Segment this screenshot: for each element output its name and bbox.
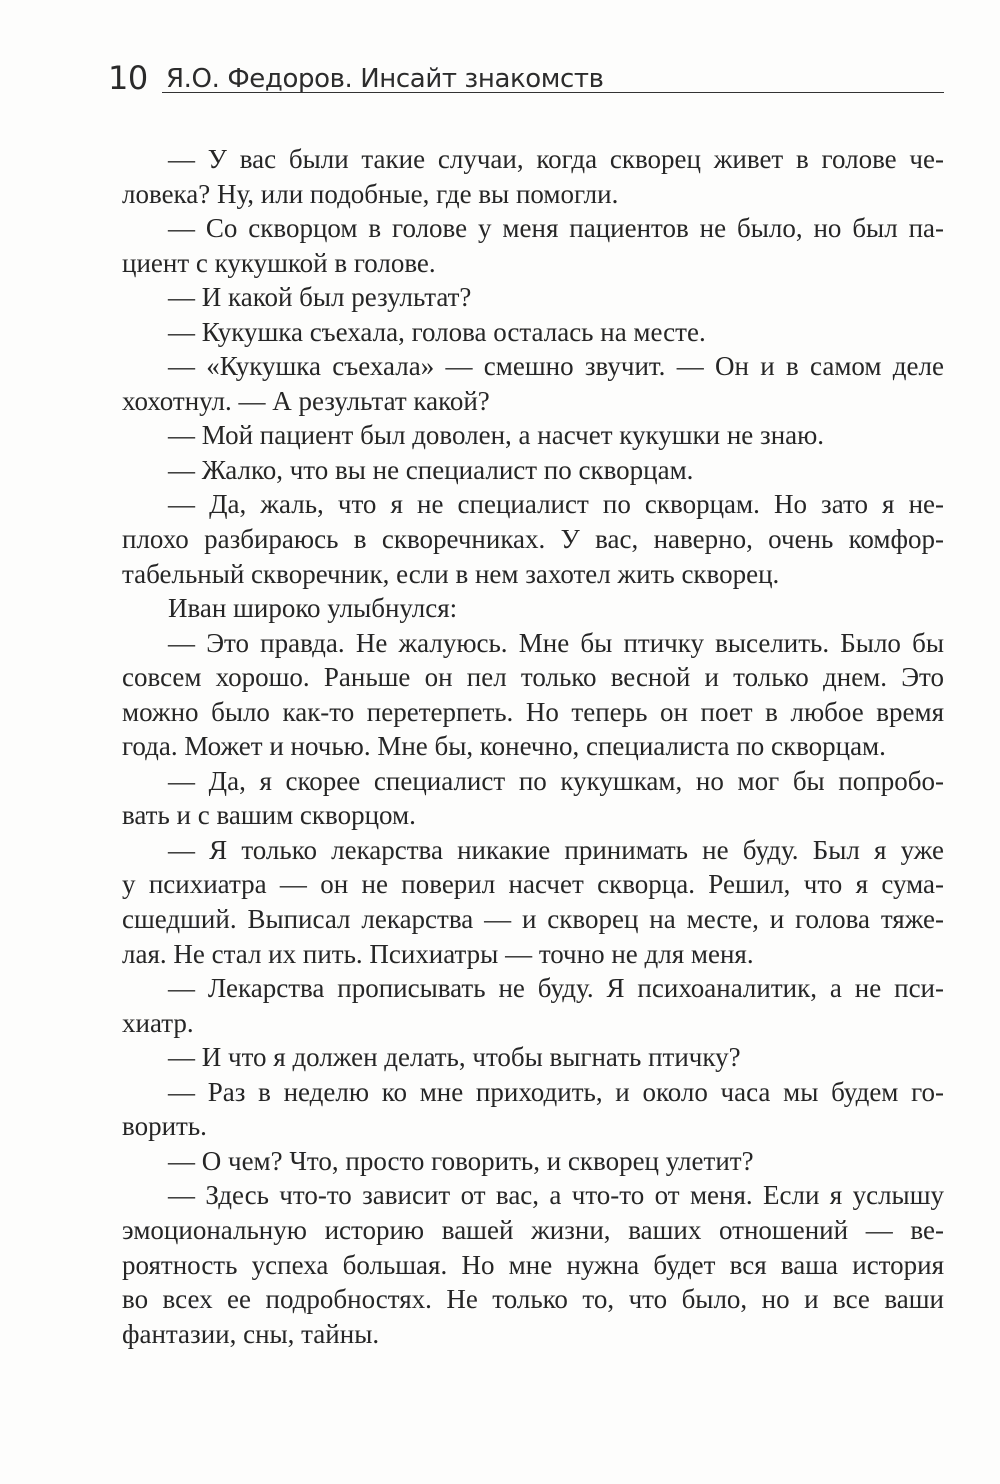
paragraph <box>122 418 944 453</box>
text-line: у психиатра — он не поверил насчет скворца. Решил, что я сума- <box>122 869 944 900</box>
page-number: 10 <box>108 59 148 97</box>
paragraph <box>122 349 944 418</box>
text-line: ловека? Ну, или подобные, где вы помогли. <box>122 178 619 209</box>
paragraph <box>122 971 944 1040</box>
text-line: во всех ее подробностях. Не только то, что было, но и все ваши <box>122 1284 944 1315</box>
paragraph <box>122 487 944 591</box>
text-line: табельный скворечник, если в нем захотел жить скворец. <box>122 558 780 589</box>
paragraph <box>122 142 944 211</box>
paragraph <box>122 211 944 280</box>
paragraph <box>122 764 944 833</box>
paragraph <box>122 626 944 764</box>
body-text <box>122 142 944 1351</box>
text-line: хиатр. <box>122 1007 194 1038</box>
text-line: — Здесь что-то зависит от вас, а что-то от меня. Если я услышу <box>168 1180 944 1211</box>
text-line: — У вас были такие случаи, когда скворец живет в голове че- <box>168 144 944 174</box>
text-line: — И что я должен делать, чтобы выгнать птичку? <box>168 1042 741 1073</box>
text-line: года. Может и ночью. Мне бы, конечно, специалиста по скворцам. <box>122 731 886 762</box>
text-line: — «Кукушка съехала» — смешно звучит. — Он и в самом деле <box>168 351 944 382</box>
text-line: — Жалко, что вы не специалист по скворцам. <box>168 454 694 485</box>
text-line: — Раз в неделю ко мне приходить, и около часа мы будем го- <box>168 1076 944 1107</box>
text-line: роятность успеха большая. Но мне нужна будет вся ваша история <box>122 1249 944 1280</box>
text-line: вать и с вашим скворцом. <box>122 800 416 831</box>
text-line: — Да, я скорее специалист по кукушкам, но мог бы попробо- <box>168 765 944 796</box>
paragraph <box>122 315 944 350</box>
text-line: — О чем? Что, просто говорить, и скворец улетит? <box>168 1145 754 1176</box>
text-line: Иван широко улыбнулся: <box>168 593 458 624</box>
paragraph <box>122 833 944 971</box>
paragraph <box>122 1040 944 1075</box>
text-line: хохотнул. — А результат какой? <box>122 385 490 416</box>
text-line: циент с кукушкой в голове. <box>122 247 436 278</box>
text-line: — Кукушка съехала, голова осталась на месте. <box>168 316 706 347</box>
text-line: — Со скворцом в голове у меня пациентов не было, но был па- <box>168 213 944 244</box>
paragraph <box>122 1178 944 1351</box>
text-line: — Я только лекарства никакие принимать не буду. Был я уже <box>168 834 944 865</box>
text-line: ворить. <box>122 1111 207 1142</box>
text-line: фантазии, сны, тайны. <box>122 1318 380 1349</box>
text-line: — Мой пациент был доволен, а насчет кукушки не знаю. <box>168 420 825 451</box>
text-line: можно было как-то перетерпеть. Но теперь он поет в любое время <box>122 696 944 727</box>
running-head <box>108 56 944 100</box>
paragraph <box>122 453 944 488</box>
text-line: — И какой был результат? <box>168 282 472 313</box>
header-rule <box>162 92 944 93</box>
text-line: сшедший. Выписал лекарства — и скворец на месте, и голова тяже- <box>122 904 944 935</box>
text-line: эмоциональную историю вашей жизни, ваших отношений — ве- <box>122 1214 944 1245</box>
text-line: лая. Не стал их пить. Психиатры — точно не для меня. <box>122 938 754 969</box>
text-line: — Лекарства прописывать не буду. Я психоаналитик, а не пси- <box>168 973 944 1004</box>
text-line: плохо разбираюсь в скворечниках. У вас, наверно, очень комфор- <box>122 524 944 555</box>
paragraph <box>122 1144 944 1179</box>
text-line: — Это правда. Не жалуюсь. Мне бы птичку выселить. Было бы <box>168 627 944 658</box>
text-line: — Да, жаль, что я не специалист по скворцам. Но зато я не- <box>168 489 944 520</box>
running-head-title: Я.О. Федоров. Инсайт знакомств <box>166 64 604 94</box>
paragraph <box>122 1075 944 1144</box>
paragraph <box>122 591 944 626</box>
text-line: совсем хорошо. Раньше он пел только весной и только днем. Это <box>122 662 944 693</box>
paragraph <box>122 280 944 315</box>
